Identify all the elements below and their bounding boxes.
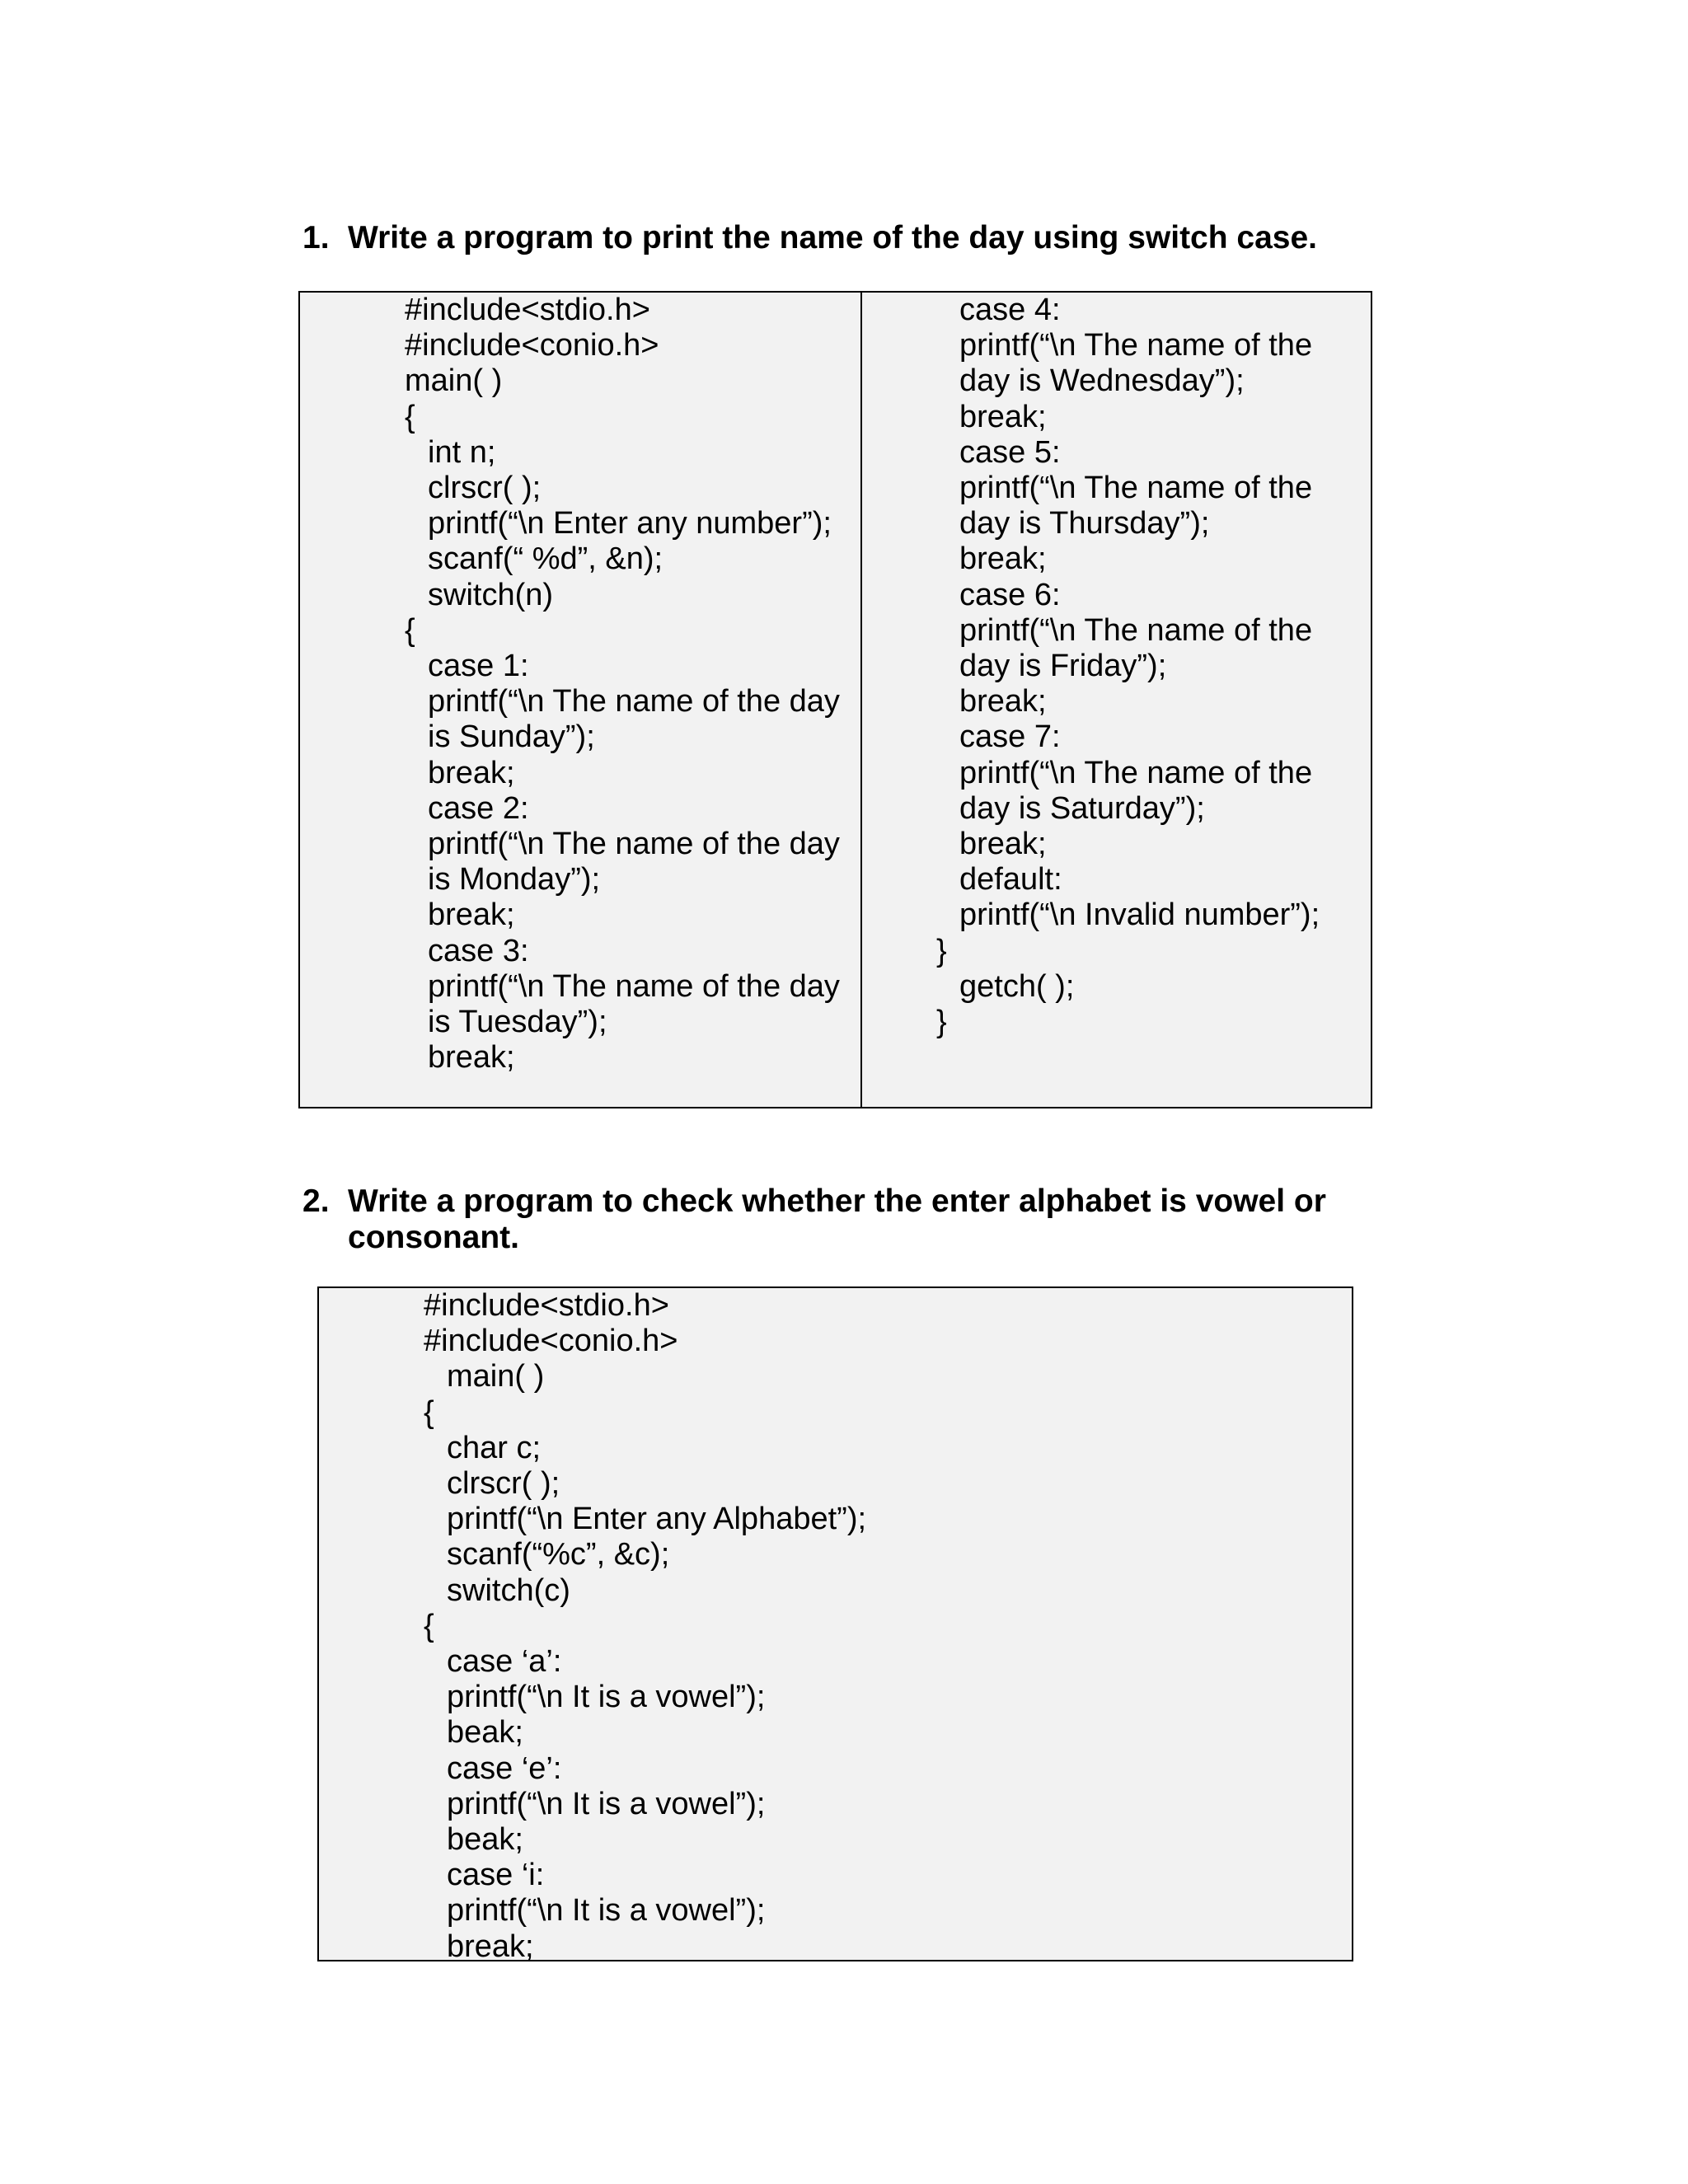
code-line: printf(“\n The name of the day (428, 684, 840, 719)
code-line: case ‘a’: (447, 1644, 562, 1679)
code-line: case ‘e’: (447, 1750, 562, 1786)
code-line: case 3: (428, 933, 529, 968)
code-line: { (424, 1608, 434, 1643)
code-line: break; (959, 684, 1047, 719)
code-line: case 6: (959, 577, 1061, 612)
code-line: case 4: (959, 293, 1061, 327)
code-line: main( ) (447, 1359, 545, 1394)
code-line: #include<conio.h> (405, 328, 659, 363)
code-line: break; (959, 541, 1047, 577)
code-line: is Monday”); (428, 862, 601, 898)
code-line: scanf(“%c”, &c); (447, 1537, 670, 1572)
code-line: day is Thursday”); (959, 506, 1210, 541)
code-line: getch( ); (959, 968, 1075, 1004)
code-line: #include<stdio.h> (424, 1288, 669, 1323)
code-line: break; (959, 827, 1047, 861)
code-line: case 7: (959, 719, 1061, 755)
code-line: case 1: (428, 649, 529, 683)
code-line: printf(“\n The name of the day (428, 827, 840, 861)
code-line: clrscr( ); (447, 1466, 560, 1501)
question-title: Write a program to print the name of the day using switch case. (348, 220, 1317, 255)
code-line: switch(c) (447, 1572, 570, 1608)
code-line: printf(“\n It is a vowel”); (447, 1680, 766, 1715)
question-2-heading (302, 1183, 1374, 1256)
code-line: } (936, 1005, 947, 1039)
code-line: day is Friday”); (959, 649, 1167, 683)
code-line: beak; (447, 1822, 523, 1857)
code-column-left (300, 293, 860, 1107)
code-line: beak; (447, 1715, 523, 1750)
code-line: case 2: (428, 790, 529, 826)
code-line: printf(“\n The name of the (959, 471, 1313, 505)
code-line: break; (959, 399, 1047, 434)
question-title-line-2: consonant. (348, 1220, 520, 1255)
code-line: printf(“\n The name of the (959, 328, 1313, 363)
code-line: printf(“\n The name of the (959, 755, 1313, 790)
code-line: printf(“\n It is a vowel”); (447, 1786, 766, 1821)
code-line: { (405, 399, 415, 434)
code-line: break; (428, 755, 515, 790)
code-box-2 (317, 1286, 1353, 1964)
code-line: day is Wednesday”); (959, 363, 1245, 399)
code-line: #include<conio.h> (424, 1324, 678, 1359)
code-line: int n; (428, 434, 496, 470)
code-line: break; (428, 1040, 515, 1076)
code-line: printf(“\n Enter any number”); (428, 506, 832, 541)
code-line: is Tuesday”); (428, 1005, 607, 1039)
code-line: break; (447, 1929, 534, 1964)
code-line: scanf(“ %d”, &n); (428, 541, 663, 577)
question-1-heading (302, 220, 1374, 256)
code-column-right (860, 293, 1371, 1107)
code-line: day is Saturday”); (959, 790, 1205, 826)
code-line: #include<stdio.h> (405, 293, 650, 327)
code-line: case 5: (959, 434, 1061, 470)
code-line: printf(“\n Enter any Alphabet”); (447, 1502, 867, 1537)
code-line: switch(n) (428, 577, 554, 612)
code-line: printf(“\n The name of the day (428, 968, 840, 1004)
code-line: is Sunday”); (428, 719, 595, 755)
question-title-line-1: Write a program to check whether the enter alphabet is vowel or (348, 1183, 1326, 1219)
code-line: { (405, 612, 415, 648)
code-line: char c; (447, 1430, 542, 1465)
code-table-1 (298, 291, 1372, 1108)
code-line: default: (959, 862, 1062, 898)
question-number: 2. (302, 1183, 330, 1219)
code-line: break; (428, 898, 515, 933)
code-line: printf(“\n Invalid number”); (959, 898, 1320, 933)
code-line: printf(“\n It is a vowel”); (447, 1893, 766, 1929)
code-line: { (424, 1394, 434, 1430)
code-line: main( ) (405, 363, 503, 399)
code-line: printf(“\n The name of the (959, 612, 1313, 648)
code-line: } (936, 933, 947, 968)
question-number: 1. (302, 220, 330, 255)
code-line: clrscr( ); (428, 471, 542, 505)
code-line: case ‘i: (447, 1858, 545, 1893)
